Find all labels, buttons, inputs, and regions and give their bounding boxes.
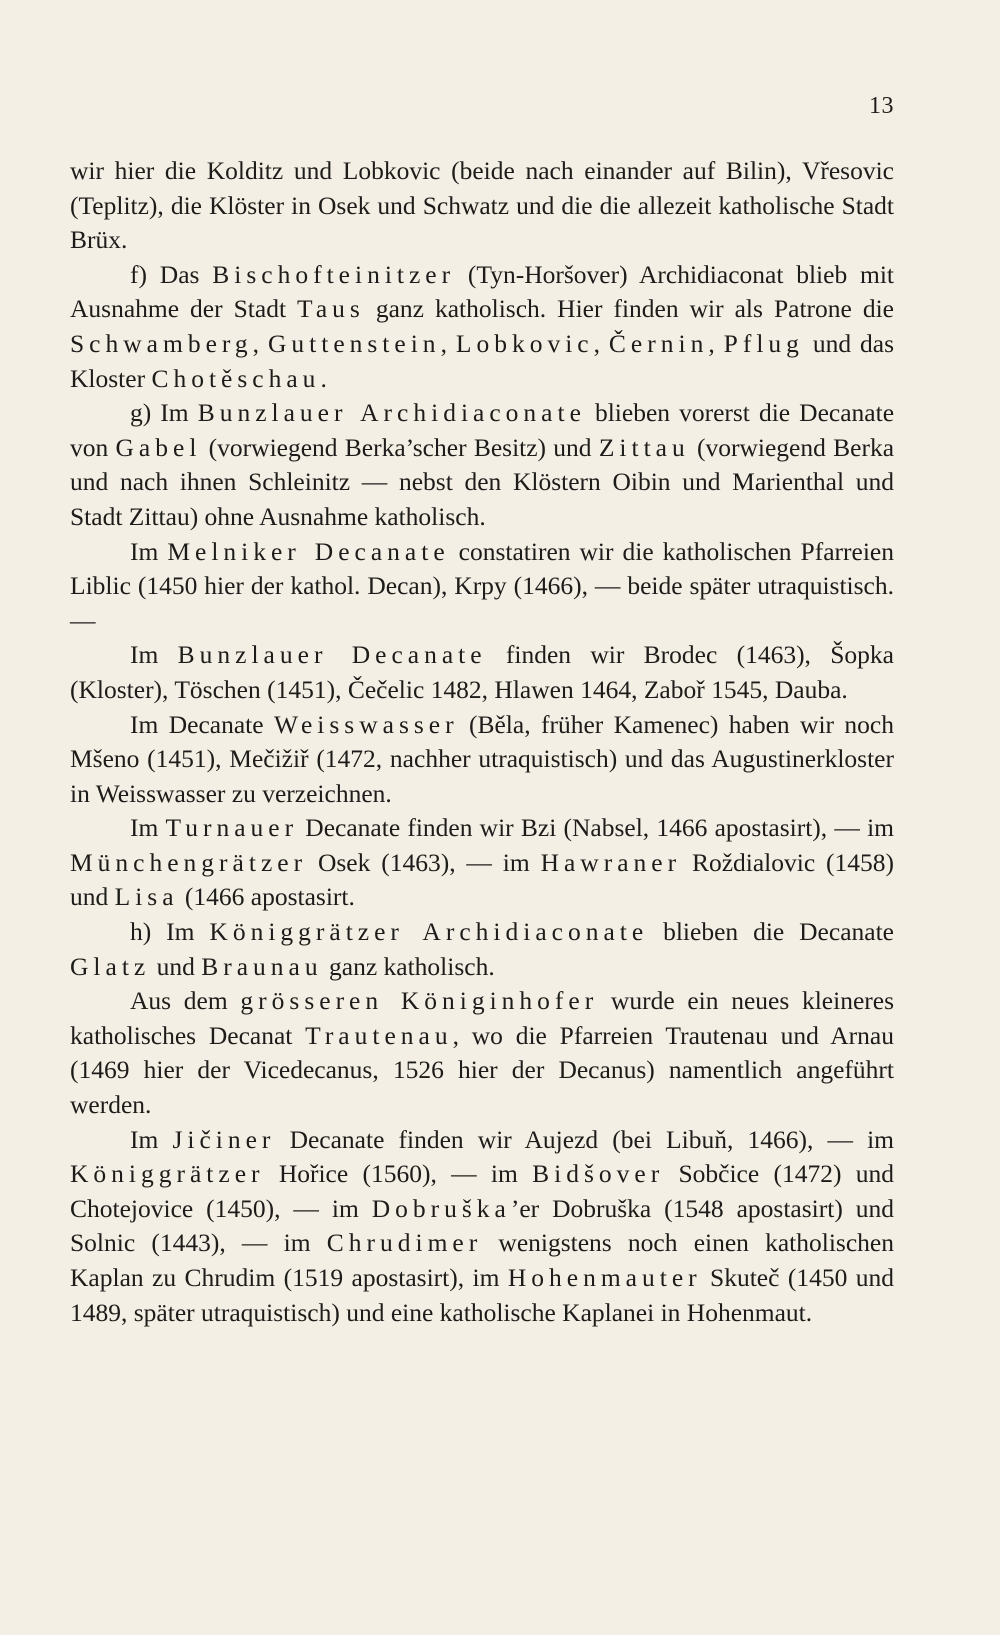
text-run: und das Kloster [70,328,895,393]
text-run: Im [130,813,166,843]
text-run: (vorwiegend Berka und nach ihnen Schleinitz — nebst den Klöstern Oibin und Marienthal und Stadt Zittau) ohne Ausnahme katholisch. [70,432,895,531]
spaced-emphasis-text: Bidšover [532,1159,665,1189]
text-run: wir hier die Kolditz und Lobkovic (beide nach einander auf Bilin), Vřesovic (Teplitz), die Klöster in Osek und Schwatz und die die allezeit katholische Stadt Brüx. [70,156,894,255]
spaced-emphasis-text: Pflug [723,328,804,358]
spaced-emphasis-text: Bischofteinitzer [212,259,456,289]
text-run: Roždialovic (1458) und [70,847,895,912]
paragraph [70,1123,894,1331]
spaced-emphasis-text: Lobkovic [455,328,594,358]
text-run: wurde ein neues kleineres katholisches Decanat [70,986,894,1050]
paragraph [70,984,894,1122]
spaced-emphasis-text: Bunzlauer Archidiaconate [197,398,586,428]
spaced-emphasis-text: Weisswasser [273,709,459,739]
spaced-emphasis-text: Jičiner [172,1124,276,1154]
text-run: Decanate finden wir Bzi (Nabsel, 1466 apostasirt), — im [298,813,894,843]
text-run: blieben vorerst die Decanate von [70,398,895,462]
page-number: 13 [869,93,894,119]
spaced-emphasis-text: Braunau [201,951,323,981]
text-run: (Běla, früher Kamenec) haben wir noch Mšeno (1451), Mečižiř (1472, nachher utraquistisch) und das Augustinerkloster in Weisswasser zu verzeichnen. [70,709,894,808]
text-run: (vorwiegend Berka’scher Besitz) und [201,432,599,462]
paragraph [70,258,894,396]
spaced-emphasis-text: Königgrätzer Archidiaconate [209,917,649,947]
spaced-emphasis-text: Königgrätzer [70,1159,265,1189]
paragraph [70,708,894,812]
paragraph [70,396,894,534]
spaced-emphasis-text: Gabel [115,432,202,462]
spaced-emphasis-text: Dobruška [371,1193,511,1223]
text-run: ’er Dobruška (1548 apostasirt) und Solnic (1443), — im [70,1193,894,1258]
spaced-emphasis-text: Černin [608,328,709,358]
spaced-emphasis-text: Glatz [70,951,151,981]
text-run: f) Das [130,259,213,289]
paragraph [70,535,894,639]
paragraph [70,915,894,984]
spaced-emphasis-text: Hawraner [540,847,682,877]
spaced-emphasis-text: Chrudimer [326,1228,483,1258]
spaced-emphasis-text: Trautenau [305,1020,453,1050]
text-run: Im [130,1124,173,1154]
text-run: , [252,328,268,358]
text-run: Aus dem [130,986,241,1016]
text-run: Skuteč (1450 und 1489, später utraquistisch) und eine katholische Kaplanei in Hohenmaut. [70,1263,894,1327]
spaced-emphasis-text: Schwamberg [70,328,253,358]
spaced-emphasis-text: Münchengrätzer [70,847,308,877]
spaced-emphasis-text: Turnauer [165,813,299,843]
spaced-emphasis-text: Zittau [598,432,690,462]
paragraph [70,811,894,915]
spaced-emphasis-text: Taus [297,294,365,324]
text-run: . [320,363,327,393]
text-run: Sobčice (1472) und Chotejovice (1450), — im [70,1159,894,1223]
spaced-emphasis-text: Melniker Decanate [167,536,450,566]
text-run: blieben die Decanate [648,917,894,947]
text-run: und [150,951,202,981]
spaced-emphasis-text: grösseren Königinhofer [240,986,599,1016]
text-run: wenigstens noch einen katholischen Kaplan zu Chrudim (1519 apostasirt), im [70,1228,894,1292]
spaced-emphasis-text: Lisa [114,882,179,912]
spaced-emphasis-text: Chotěschau [151,363,321,393]
text-run: , wo die Pfarreien Trautenau und Arnau (1469 hier der Vicedecanus, 1526 hier der Decanus) namentlich angeführt werden. [70,1020,894,1120]
spaced-emphasis-text: Guttenstein [267,328,441,358]
text-run: Decanate finden wir Aujezd (bei Libuň, 1466), — im [275,1124,894,1154]
text-run: Im [130,536,168,566]
text-run: Im Decanate [130,709,274,739]
text-run: (Tyn-Horšover) Archidiaconat blieb mit Ausnahme der Stadt [70,259,895,324]
text-run: , [593,328,609,358]
text-run: ganz katholisch. Hier finden wir als Patrone die [364,294,894,324]
text-run: h) Im [130,917,210,947]
text-run: Im [130,640,178,670]
text-run: , [440,328,456,358]
text-run: finden wir Brodec (1463), Šopka (Kloster), Töschen (1451), Čečelic 1482, Hlawen 1464, Zaboř 1545, Dauba. [70,640,894,704]
text-run: Hořice (1560), — im [264,1159,533,1189]
text-run: g) Im [130,398,198,428]
paragraph [70,154,894,258]
paragraph [70,638,894,707]
text-run: , [708,328,724,358]
text-run: constatiren wir die katholischen Pfarreien Liblic (1450 hier der kathol. Decan), Krpy (1466), — beide später utraquistisch. — [70,536,894,635]
spaced-emphasis-text: Hohenmauter [507,1263,702,1292]
text-run: ganz katholisch. [322,951,495,981]
text-run: Osek (1463), — im [307,847,541,877]
page-body [70,154,894,1330]
text-run: (1466 apostasirt. [178,882,355,912]
spaced-emphasis-text: Bunzlauer Decanate [177,640,487,670]
